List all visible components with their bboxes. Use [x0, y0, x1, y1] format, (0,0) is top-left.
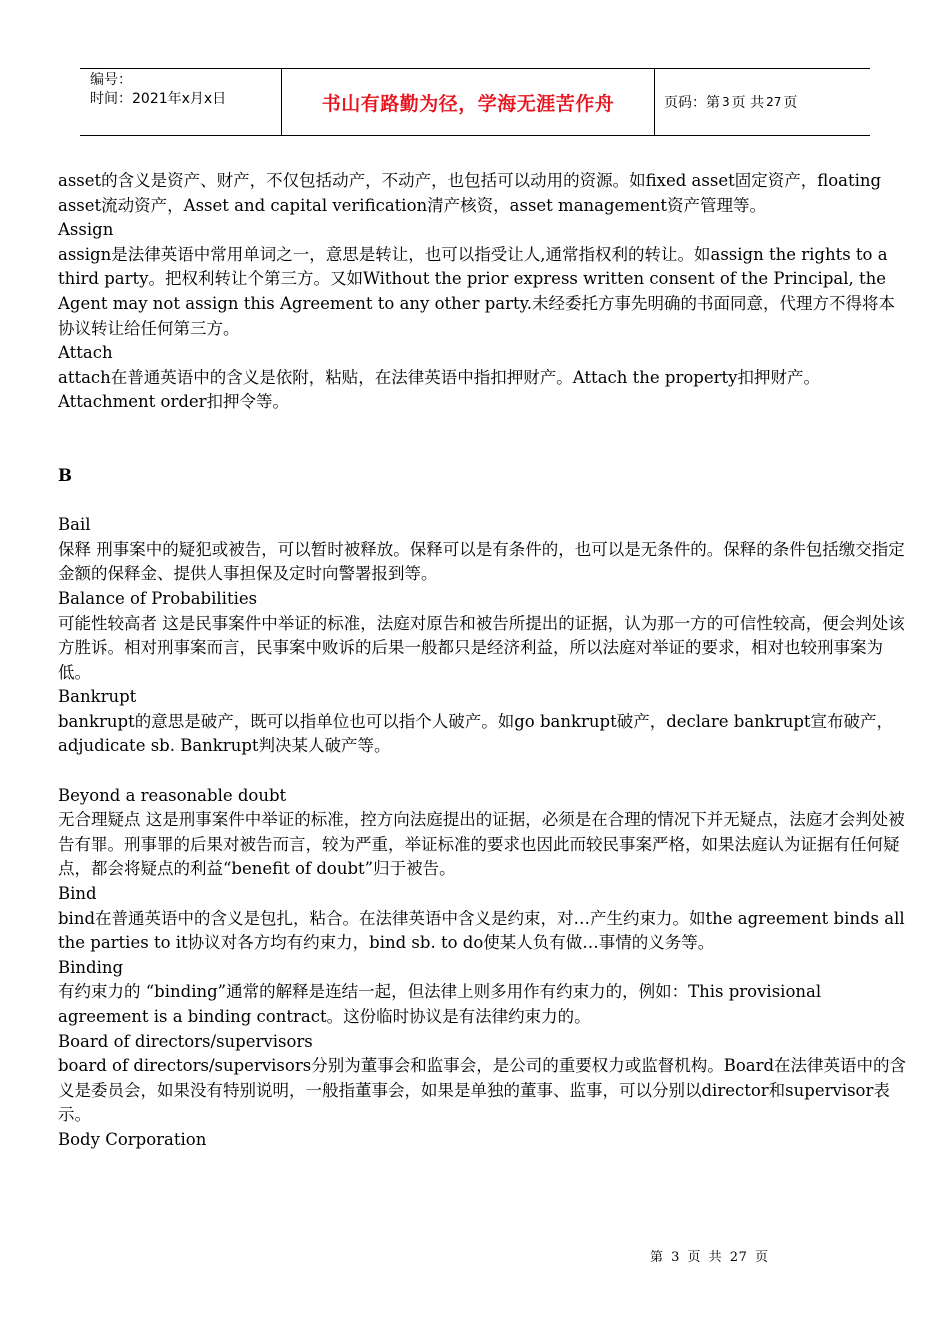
paragraph-assign: assign是法律英语中常用单词之一，意思是转让，也可以指受让人,通常指权利的转让。如assign the rights to a third party。把权利转让个第三方。又如Without the prior express written consent of the Principal, the Agent may not assign this Agreement to any other party.未经委托方事先明确的书面同意，代理方不得将本协议转让给任何第三方。	[58, 244, 895, 338]
page-prefix: 页码：第	[664, 95, 720, 111]
paragraph-board: board of directors/supervisors分别为董事会和监事会，是公司的重要权力或监督机构。Board在法律英语中的含义是委员会，如果没有特别说明，一般指董事会，如果是单独的董事、监事，可以分别以director和supervisor表示。	[58, 1056, 907, 1125]
paragraph-binding: 有约束力的 “binding”通常的解释是连结一起，但法律上则多用作有约束力的，例如：This provisional agreement is a binding contract。这份临时协议是有法律约束力的。	[58, 982, 822, 1026]
paragraph-bail: 保释 刑事案中的疑犯或被告，可以暂时被释放。保释可以是有条件的，也可以是无条件的。保释的条件包括缴交指定金额的保释金、提供人事担保及定时向警署报到等。	[58, 539, 905, 584]
paragraph-asset: asset的含义是资产、财产，不仅包括动产，不动产，也包括可以动用的资源。如fixed asset固定资产，floating asset流动资产，Asset and capital verification清产核资，asset management资产管理等。	[58, 171, 882, 215]
paragraph-bind: bind在普通英语中的含义是包扎，粘合。在法律英语中含义是约束，对…产生约束力。如the agreement binds all the parties to it协议对各方均有约束力，bind sb. to do使某人负有做…事情的义务等。	[58, 908, 905, 953]
paragraph-beyond-doubt: 无合理疑点 这是刑事案件中举证的标准，控方向法庭提出的证据，必须是在合理的情况下并无疑点，法庭才会判处被告有罪。刑事罪的后果对被告而言，较为严重，举证标准的要求也因此而较民事案严格，如果法庭认为证据有任何疑点，都会将疑点的利益“benefit of doubt”归于被告。	[58, 810, 905, 879]
term-heading-bankrupt: Bankrupt	[58, 687, 137, 707]
term-heading-body-corporation: Body Corporation	[58, 1129, 207, 1149]
header-motto: 书山有路勤为径，学海无涯苦作舟	[281, 69, 655, 135]
page-suffix: 页	[783, 95, 798, 111]
number-label: 编号：	[90, 72, 132, 88]
term-heading-balance: Balance of Probabilities	[58, 588, 258, 608]
term-heading-bind: Bind	[58, 884, 97, 904]
paragraph-bankrupt: bankrupt的意思是破产，既可以指单位也可以指个人破产。如go bankrupt破产，declare bankrupt宣布破产，adjudicate sb. Bankrupt判决某人破产等。	[58, 711, 894, 756]
term-heading-binding: Binding	[58, 957, 124, 977]
term-heading-attach: Attach	[58, 343, 113, 363]
page-header	[80, 68, 870, 136]
term-heading-assign: Assign	[58, 220, 114, 240]
spacer	[58, 759, 908, 784]
paragraph-attach: attach在普通英语中的含义是依附，粘贴，在法律英语中指扣押财产。Attach the property扣押财产。Attachment order扣押令等。	[58, 367, 820, 412]
section-letter-b: B	[58, 465, 72, 485]
page-middle: 页 共	[731, 95, 765, 111]
paragraph-balance: 可能性较高者 这是民事案件中举证的标准，法庭对原告和被告所提出的证据，认为那一方的可信性较高，便会判处该方胜诉。相对刑事案而言，民事案中败诉的后果一般都只是经济利益，所以法庭对举证的要求，相对也较刑事案为低。	[58, 613, 905, 682]
page-footer: 第 3 页 共 27 页	[650, 1250, 769, 1265]
term-heading-board: Board of directors/supervisors	[58, 1031, 313, 1051]
page-current: 3	[722, 95, 730, 109]
time-label: 时间：2021年x月x日	[90, 91, 227, 107]
header-page-number	[655, 69, 870, 135]
spacer	[58, 415, 908, 464]
document-body	[58, 169, 908, 1153]
header-info	[80, 69, 281, 135]
term-heading-beyond-doubt: Beyond a reasonable doubt	[58, 785, 287, 805]
term-heading-bail: Bail	[58, 515, 91, 535]
spacer	[58, 489, 908, 514]
page-total: 27	[766, 95, 782, 109]
